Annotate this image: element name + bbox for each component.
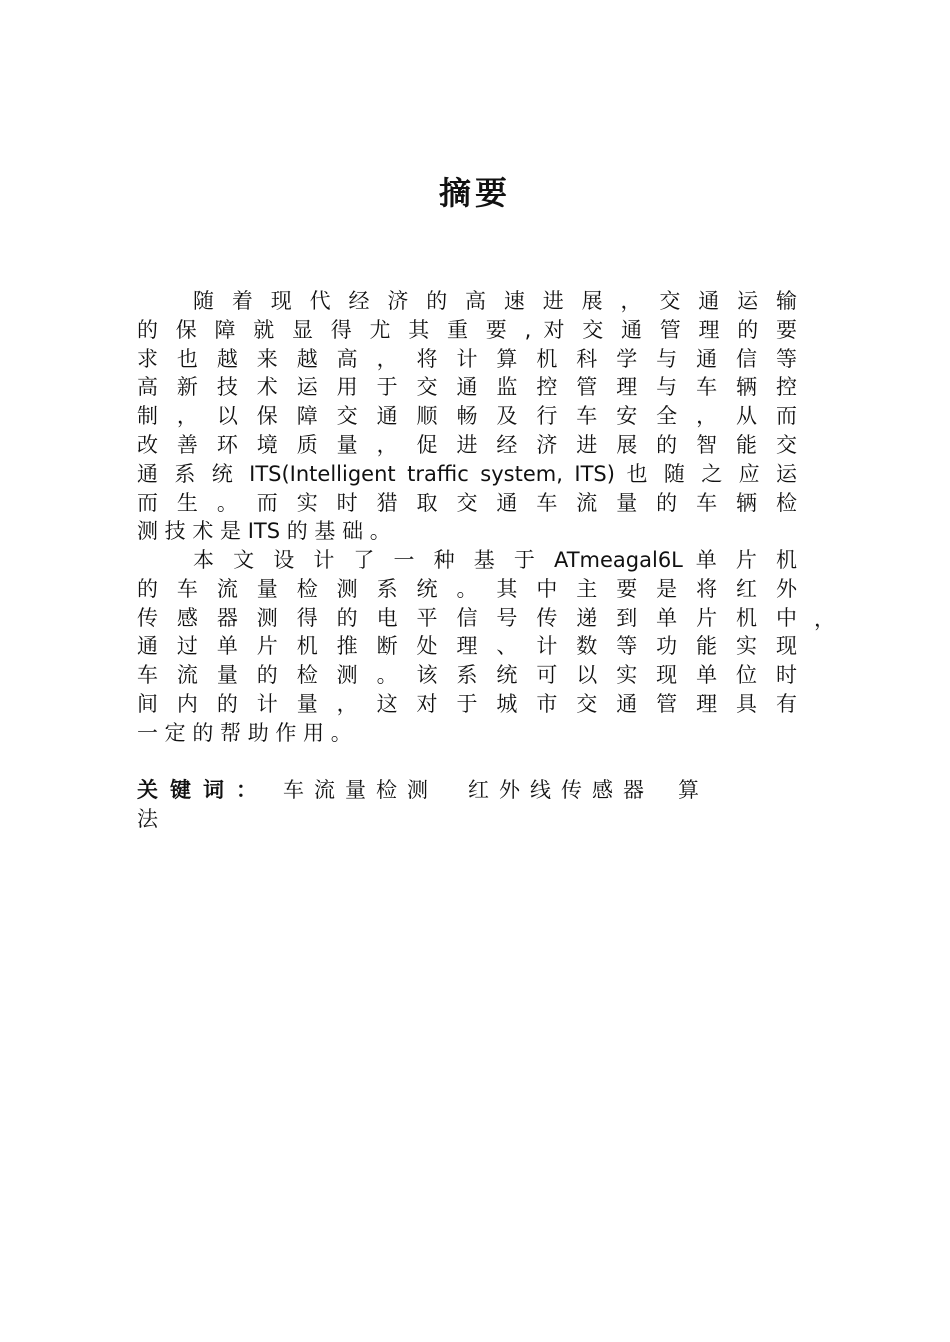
paragraph-line: 一 定 的 帮 助 作 用 。	[137, 720, 352, 745]
abstract-paragraph-2	[137, 546, 797, 748]
paragraph-line: 通 系 统 ITS(Intelligent traffic system, ITS) 也 随 之 应 运	[137, 461, 797, 486]
keywords-label: 关键词：	[137, 778, 269, 802]
keyword-item: 算	[678, 778, 709, 802]
paragraph-line: 车 流 量 的 检 测 。 该 系 统 可 以 实 现 单 位 时	[137, 663, 797, 688]
paragraph-line: 的 保 障 就 显 得 尤 其 重 要 , 对 交 通 管 理 的 要	[137, 317, 797, 342]
paragraph-line: 随 着 现 代 经 济 的 高 速 进 展 ， 交 通 运 输	[193, 289, 797, 313]
paragraph-line: 求 也 越 来 越 高 ， 将 计 算 机 科 学 与 通 信 等	[137, 346, 797, 371]
paragraph-line: 间 内 的 计 量 ， 这 对 于 城 市 交 通 管 理 具 有	[137, 691, 797, 716]
keyword-item: 红外线传感器	[468, 778, 654, 802]
paragraph-line: 本 文 设 计 了 一 种 基 于 ATmeagal6L 单 片 机	[193, 548, 797, 572]
keyword-item: 车流量检测	[283, 778, 438, 802]
overhang-punctuation: ，	[814, 607, 835, 631]
paragraph-line: 改 善 环 境 质 量 ， 促 进 经 济 进 展 的 智 能 交	[137, 432, 797, 457]
keywords-section	[137, 776, 797, 834]
paragraph-line: 传 感 器 测 得 的 电 平 信 号 传 递 到 单 片 机 中	[137, 605, 797, 630]
paragraph-line: 测 技 术 是 ITS 的 基 础 。	[137, 519, 391, 544]
keywords-row	[137, 776, 797, 805]
paragraph-line: 制 ， 以 保 障 交 通 顺 畅 及 行 车 安 全 ， 从 而	[137, 404, 797, 429]
abstract-paragraph-1	[137, 287, 797, 546]
paragraph-line: 高 新 技 术 运 用 于 交 通 监 控 管 理 与 车 辆 控	[137, 375, 797, 400]
paragraph-line: 的 车 流 量 检 测 系 统 。 其 中 主 要 是 将 红 外	[137, 576, 797, 601]
page-title: 摘要	[438, 174, 511, 212]
paragraph-line: 通 过 单 片 机 推 断 处 理 、 计 数 等 功 能 实 现	[137, 634, 797, 659]
keywords-continuation: 法	[137, 806, 158, 831]
paragraph-line: 而 生 。 而 实 时 猎 取 交 通 车 流 量 的 车 辆 检	[137, 490, 797, 515]
